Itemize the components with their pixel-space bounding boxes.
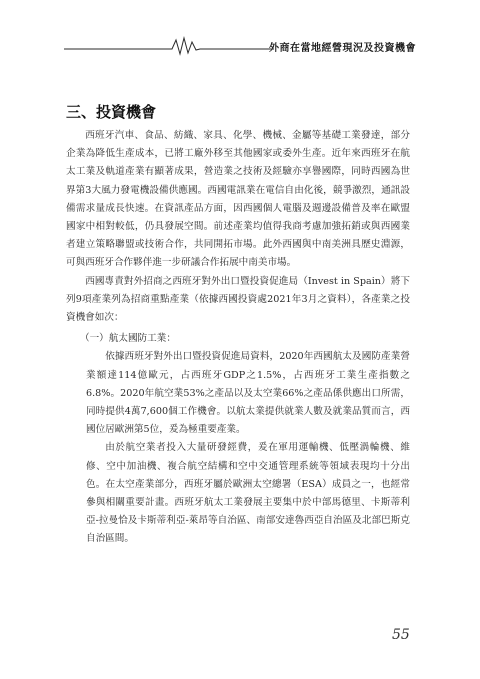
paragraph: 西國專責對外招商之西班牙對外出口暨投資促進局（Invest in Spain）將下列9項產業列為招商重點產業（依據西國投資處2021年3月之資料），各產業之投資機會如次：: [66, 275, 410, 324]
body-text: [66, 127, 410, 549]
subsection-paragraph: 由於航空業者投入大量研發經費，爰在軍用運輸機、低壓渦輪機、維修、空中加油機、複合航空結構和空中交通管理系統等領域表現均十分出色。在太空產業部分，西班牙屬於歐洲太空總署（ESA）成員之一，也經常參與相關重要計畫。西班牙航太工業發展主要集中於中部馬德里、卡斯蒂利亞-拉曼恰及卡斯蒂利亞-萊昂等自治區、南部安達魯西亞自治區及北部巴斯克自治區間。: [86, 442, 410, 545]
paragraph: 西班牙汽車、食品、紡織、家具、化學、機械、金屬等基礎工業發達，部分企業為降低生產成本，已將工廠外移至其他國家或委外生產。近年來西班牙在航太工業及軌道產業有顯著成果，營造業之技術及經驗亦享譽國際，同時西國為世界第3大風力發電機設備供應國。西國電訊業在電信自由化後，競爭激烈，通訊設備需求量成長快速。在資訊產品方面，因西國個人電腦及週邊設備普及率在歐盟國家中相對較低，仍具發展空間。前述產業均值得我商考慮加強拓銷或與西國業者建立策略聯盟或技術合作，共同開拓市場。此外西國與中南美洲具歷史淵源，可與西班牙合作夥伴進一步研議合作拓展中南美市場。: [66, 130, 410, 269]
section-title: 三、投資機會: [66, 103, 157, 121]
subsection-paragraph: 依據西班牙對外出口暨投資促進局資料，2020年西國航太及國防產業營業額達114億歐元，占西班牙GDP之1.5%，占西班牙工業生產指數之6.8%。2020年航空業53%之產品以及太空業66%之產品係供應出口所需，同時提供4萬7,600個工作機會。以航太業提供就業人數及就業品質而言，西國位居歐洲第5位，爰為極重要產業。: [86, 351, 410, 436]
heartbeat-line-ornament: [64, 34, 274, 56]
running-header: [64, 34, 416, 56]
header-title: 外商在當地經營現況及投資機會: [269, 43, 416, 54]
subsection-heading: （一）航太國防工業：: [80, 333, 176, 345]
page-number: 55: [392, 627, 410, 643]
